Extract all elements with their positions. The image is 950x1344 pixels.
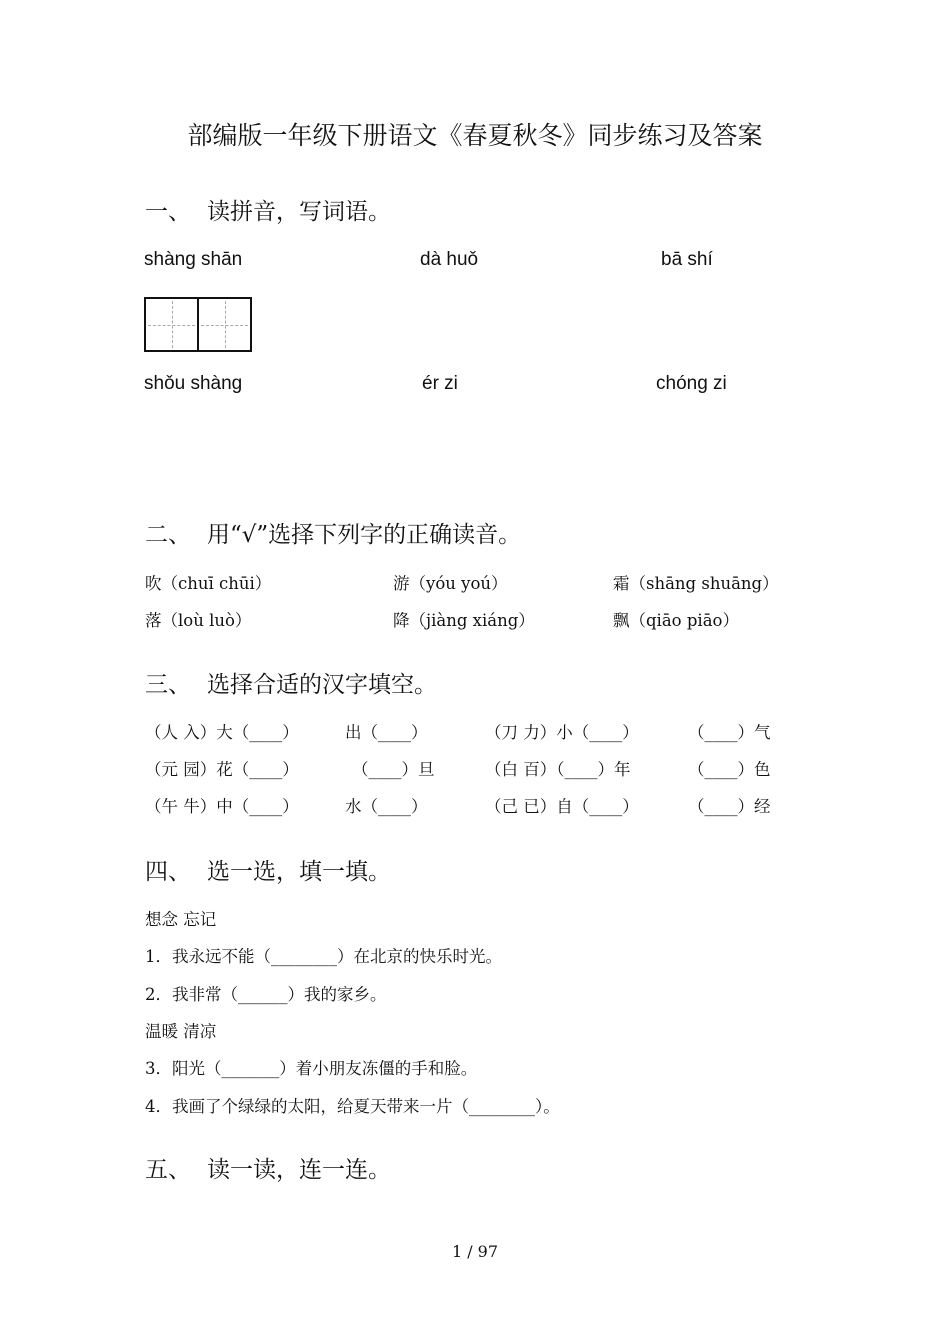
word-choices: 想念 忘记 xyxy=(145,910,217,929)
pinyin-6: chóng zi xyxy=(656,373,727,394)
question-2: 2．我非常（______）我的家乡。 xyxy=(145,985,387,1004)
reading-item: 飘（qiāo piāo） xyxy=(613,611,739,630)
writing-cell[interactable] xyxy=(197,299,250,350)
reading-item: 霜（shāng shuāng） xyxy=(613,574,779,593)
pinyin-3: bā shí xyxy=(661,249,713,270)
writing-grid[interactable] xyxy=(144,297,252,352)
section-2-number: 二、 xyxy=(145,522,191,548)
section-5-title: 读一读，连一连。 xyxy=(207,1157,391,1183)
fill-item: （白 百）（____）年 xyxy=(485,760,631,779)
question-3: 3．阳光（_______）着小朋友冻僵的手和脸。 xyxy=(145,1059,478,1078)
section-3-number: 三、 xyxy=(145,672,191,698)
section-1-heading xyxy=(145,193,391,226)
fill-item: （____）旦 xyxy=(352,760,435,779)
question-4: 4．我画了个绿绿的太阳，给夏天带来一片（________）。 xyxy=(145,1097,560,1116)
reading-item: 降（jiàng xiáng） xyxy=(393,611,535,630)
section-3-title: 选择合适的汉字填空。 xyxy=(207,672,437,698)
page-title: 部编版一年级下册语文《春夏秋冬》同步练习及答案 xyxy=(187,121,763,150)
section-5-heading xyxy=(145,1151,391,1184)
section-4-heading xyxy=(145,853,391,886)
section-4-title: 选一选，填一填。 xyxy=(207,859,391,885)
page-number: 1 / 97 xyxy=(451,1242,499,1261)
fill-item: （____）色 xyxy=(688,760,771,779)
reading-item: 吹（chuī chūi） xyxy=(145,574,272,593)
section-3-heading xyxy=(145,666,437,699)
question-1: 1．我永远不能（________）在北京的快乐时光。 xyxy=(145,947,502,966)
section-1-title: 读拼音，写词语。 xyxy=(207,199,391,225)
reading-item: 落（loù luò） xyxy=(145,611,252,630)
word-choices: 温暖 清凉 xyxy=(145,1022,217,1041)
fill-item: 出（____） xyxy=(345,723,428,742)
pinyin-4: shǒu shàng xyxy=(144,373,243,394)
fill-item: （人 入）大（____） xyxy=(145,723,299,742)
section-2-heading xyxy=(145,516,521,549)
section-4-number: 四、 xyxy=(145,859,191,885)
pinyin-5: ér zi xyxy=(422,373,458,394)
reading-item: 游（yóu yoú） xyxy=(393,574,508,593)
section-1-number: 一、 xyxy=(145,199,191,225)
fill-item: （____）气 xyxy=(688,723,771,742)
section-5-number: 五、 xyxy=(145,1157,191,1183)
writing-cell[interactable] xyxy=(146,299,197,350)
fill-item: （己 已）自（____） xyxy=(485,797,639,816)
fill-item: （午 牛）中（____） xyxy=(145,797,299,816)
fill-item: （刀 力）小（____） xyxy=(485,723,639,742)
pinyin-1: shàng shān xyxy=(144,249,243,270)
fill-item: 水（____） xyxy=(345,797,428,816)
pinyin-2: dà huǒ xyxy=(420,249,479,270)
section-2-title: 用“√”选择下列字的正确读音。 xyxy=(207,522,522,548)
fill-item: （元 园）花（____） xyxy=(145,760,299,779)
fill-item: （____）经 xyxy=(688,797,771,816)
